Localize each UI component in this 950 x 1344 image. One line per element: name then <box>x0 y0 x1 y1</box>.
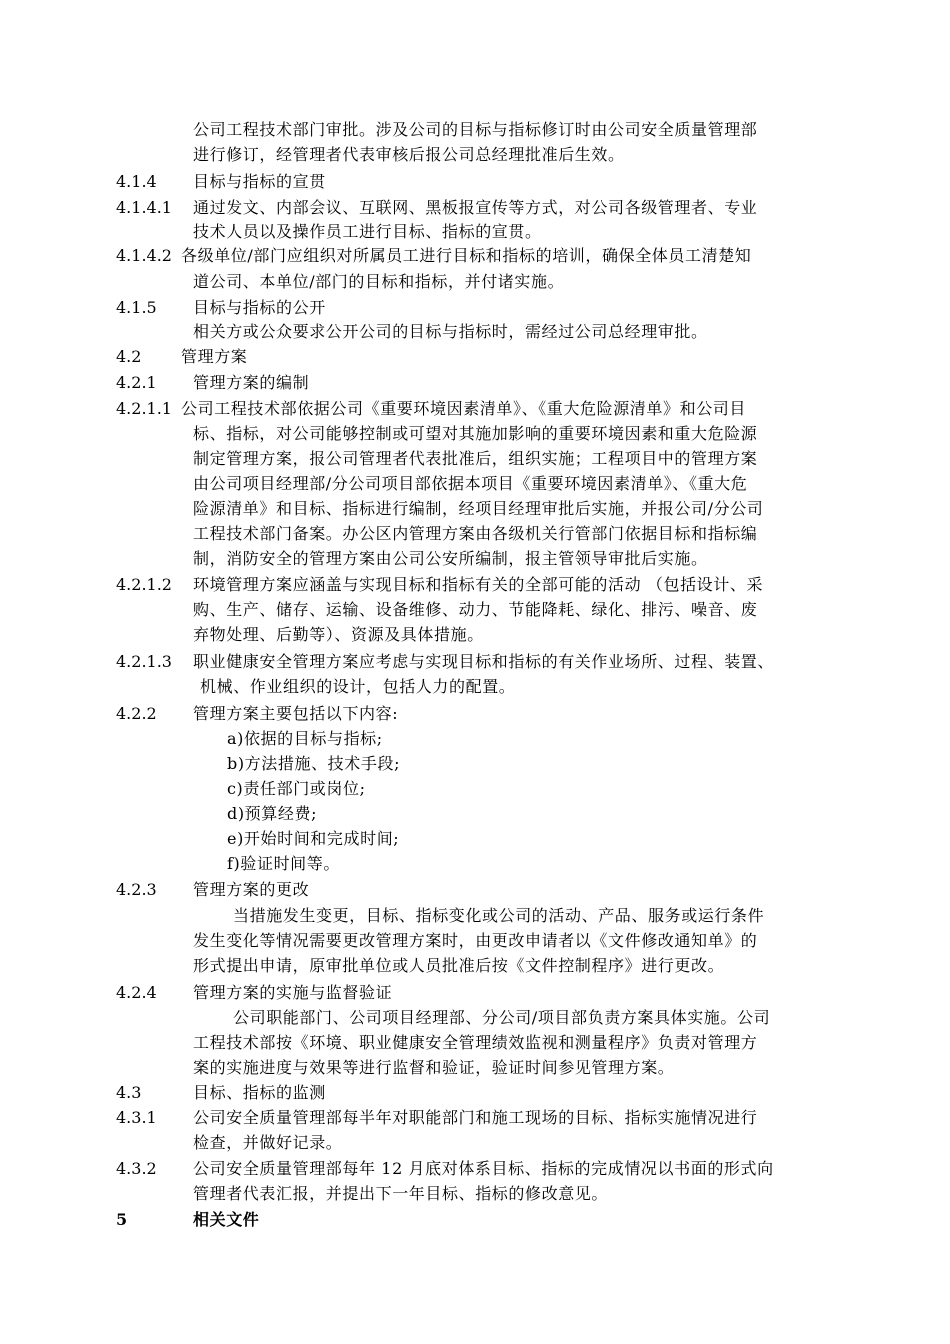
section-heading-text: 目标、指标的监测 <box>193 1083 326 1102</box>
paragraph-line: 道公司、本单位/部门的目标和指标，并付诸实施。 <box>193 272 565 291</box>
section-number: 4.2.3 <box>116 880 157 899</box>
section-heading-text: 职业健康安全管理方案应考虑与实现目标和指标的有关作业场所、过程、装置、 <box>193 652 775 671</box>
paragraph-line: 相关方或公众要求公开公司的目标与指标时，需经过公司总经理审批。 <box>193 322 708 341</box>
section-number: 4.2.2 <box>116 704 157 723</box>
section-number: 4.1.4 <box>116 172 157 191</box>
paragraph-line: 标、指标，对公司能够控制或可望对其施加影响的重要环境因素和重大危险源 <box>193 424 758 443</box>
section-heading-text: 管理方案的编制 <box>193 373 310 392</box>
section-number: 4.3 <box>116 1083 142 1102</box>
paragraph-line: 形式提出申请，原审批单位或人员批准后按《文件控制程序》进行更改。 <box>193 956 725 975</box>
section-number: 4.1.4.1 <box>116 198 172 217</box>
paragraph-line: 检查，并做好记录。 <box>193 1133 343 1152</box>
section-number: 4.3.1 <box>116 1108 157 1127</box>
section-heading-text: 公司工程技术部依据公司《重要环境因素清单》、《重大危险源清单》和公司目 <box>181 399 747 418</box>
paragraph-line: 当措施发生变更，目标、指标变化或公司的活动、产品、服务或运行条件 <box>233 906 765 925</box>
section-number: 4.2 <box>116 347 142 366</box>
paragraph-line: 制定管理方案，报公司管理者代表批准后，组织实施；工程项目中的管理方案 <box>193 449 758 468</box>
section-number: 4.1.5 <box>116 298 157 317</box>
paragraph-line: 由公司项目经理部/分公司项目部依据本项目《重要环境因素清单》、《重大危 <box>193 474 748 493</box>
paragraph-line: 进行修订，经管理者代表审核后报公司总经理批准后生效。 <box>193 145 625 164</box>
paragraph-line: 案的实施进度与效果等进行监督和验证，验证时间参见管理方案。 <box>193 1058 675 1077</box>
paragraph-line: f)验证时间等。 <box>227 854 340 873</box>
section-heading-text: 公司安全质量管理部每年 12 月底对体系目标、指标的完成情况以书面的形式向 <box>193 1159 774 1178</box>
section-heading-text: 环境管理方案应涵盖与实现目标和指标有关的全部可能的活动 （包括设计、采 <box>193 575 764 594</box>
paragraph-line: 公司工程技术部门审批。涉及公司的目标与指标修订时由公司安全质量管理部 <box>193 120 758 139</box>
section-number: 4.2.1.2 <box>116 575 172 594</box>
section-number: 4.2.1.3 <box>116 652 172 671</box>
paragraph-line: b)方法措施、技术手段; <box>227 754 401 773</box>
section-heading-text: 管理方案的实施与监督验证 <box>193 983 393 1002</box>
section-heading-text: 目标与指标的宣贯 <box>193 172 326 191</box>
paragraph-line: a)依据的目标与指标; <box>227 729 383 748</box>
paragraph-line: 工程技术部门备案。办公区内管理方案由各级机关行管部门依据目标和指标编 <box>193 524 758 543</box>
paragraph-line: 发生变化等情况需要更改管理方案时，由更改申请者以《文件修改通知单》的 <box>193 931 758 950</box>
section-number: 4.2.1.1 <box>116 399 172 418</box>
section-heading-text: 管理方案 <box>181 347 248 366</box>
paragraph-line: 购、生产、储存、运输、设备维修、动力、节能降耗、绿化、排污、噪音、废 <box>193 600 758 619</box>
paragraph-line: e)开始时间和完成时间; <box>227 829 400 848</box>
section-number: 4.2.4 <box>116 983 157 1002</box>
paragraph-line: 公司职能部门、公司项目经理部、分公司/项目部负责方案具体实施。公司 <box>233 1008 771 1027</box>
paragraph-line: 制，消防安全的管理方案由公司公安所编制，报主管领导审批后实施。 <box>193 549 708 568</box>
paragraph-line: 技术人员以及操作员工进行目标、指标的宣贯。 <box>193 222 542 241</box>
section-number: 4.2.1 <box>116 373 157 392</box>
section-number: 5 <box>116 1210 128 1229</box>
section-heading-text: 各级单位/部门应组织对所属员工进行目标和指标的培训，确保全体员工清楚知 <box>181 246 752 265</box>
section-heading-text: 公司安全质量管理部每半年对职能部门和施工现场的目标、指标实施情况进行 <box>193 1108 758 1127</box>
section-heading-text: 目标与指标的公开 <box>193 298 326 317</box>
section-number: 4.3.2 <box>116 1159 157 1178</box>
paragraph-line: 险源清单》和目标、指标进行编制，经项目经理审批后实施，并报公司/分公司 <box>193 499 764 518</box>
section-heading-text: 管理方案的更改 <box>193 880 310 899</box>
paragraph-line: 机械、作业组织的设计，包括人力的配置。 <box>200 677 516 696</box>
section-heading-text: 通过发文、内部会议、互联网、黑板报宣传等方式，对公司各级管理者、专业 <box>193 198 758 217</box>
paragraph-line: d)预算经费; <box>227 804 318 823</box>
section-number: 4.1.4.2 <box>116 246 172 265</box>
section-heading-text: 管理方案主要包括以下内容: <box>193 704 399 723</box>
paragraph-line: 弃物处理、后勤等）、资源及具体措施。 <box>193 625 484 644</box>
paragraph-line: 管理者代表汇报，并提出下一年目标、指标的修改意见。 <box>193 1184 609 1203</box>
paragraph-line: 工程技术部按《环境、职业健康安全管理绩效监视和测量程序》负责对管理方 <box>193 1033 758 1052</box>
paragraph-line: c)责任部门或岗位; <box>227 779 366 798</box>
section-heading-text: 相关文件 <box>193 1210 260 1229</box>
